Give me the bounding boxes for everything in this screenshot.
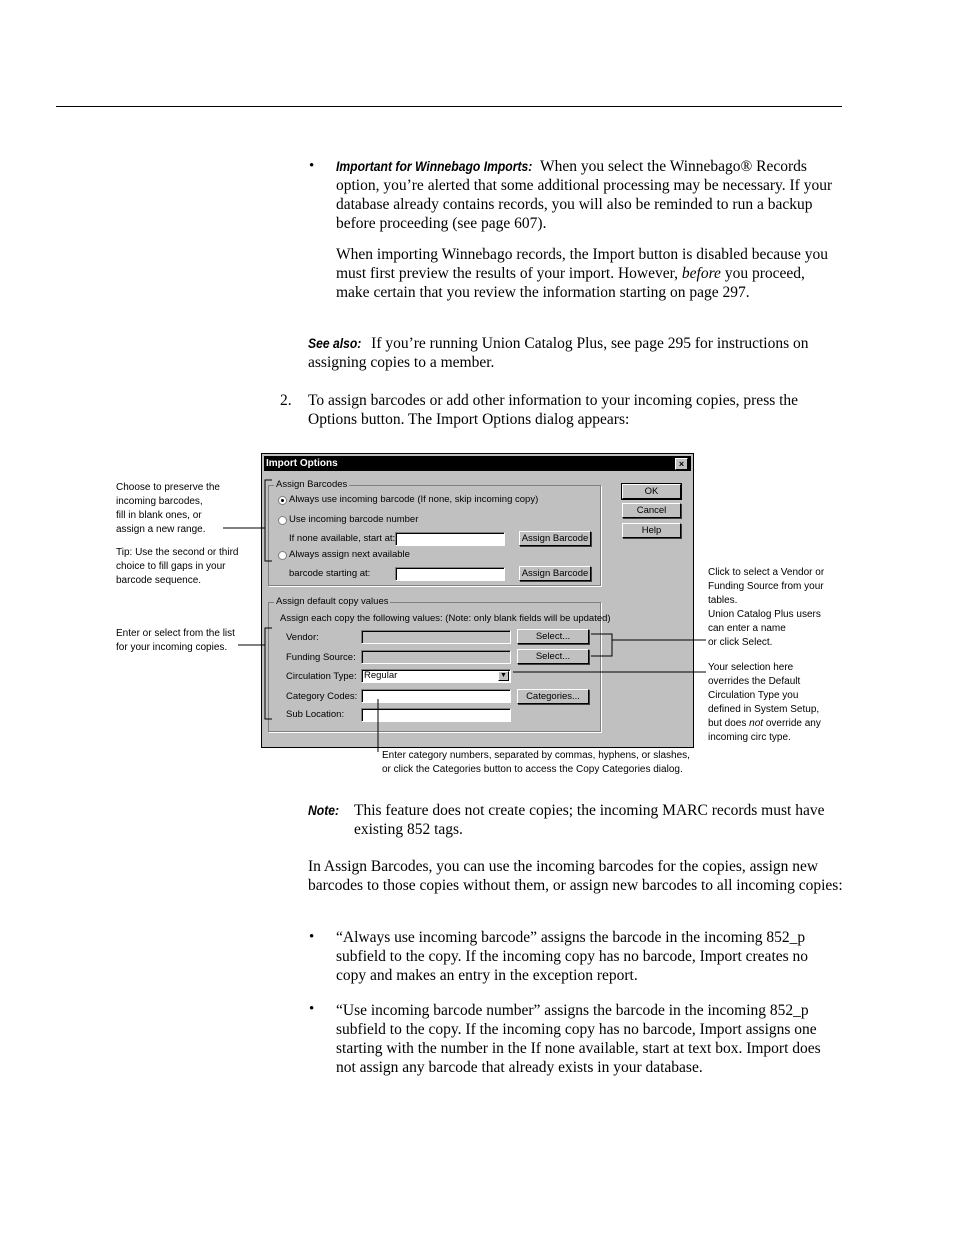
close-icon[interactable]: × — [675, 458, 688, 470]
bracket-barcodes — [265, 480, 272, 561]
callout-vendor-line: Click to select a Vendor or — [708, 567, 825, 578]
callout-tip — [116, 546, 238, 588]
callout-enter-line: Enter or select from the list — [116, 628, 235, 639]
callout-vendor-line: can enter a name — [708, 623, 786, 634]
assign-barcodes-title: Assign Barcodes — [276, 479, 348, 490]
callout-tip-line: Tip: Use the second or third — [116, 547, 239, 558]
bracket-defaults — [265, 628, 272, 719]
defaults-note: Assign each copy the following values: (Note: only blank fields will be updated) — [280, 613, 611, 624]
vendor-select-button[interactable]: Select... — [517, 629, 589, 644]
chevron-down-icon[interactable]: ▼ — [498, 671, 509, 681]
callout-circ-line: Circulation Type you — [708, 690, 799, 701]
winnebago-p2-a: When importing Winnebago records, the Import button is disabled because you must first preview the results of your import. However, — [336, 246, 828, 282]
callout-circ-b1: but does — [708, 718, 747, 729]
step-number: 2. — [280, 392, 292, 409]
callout-circ-line: defined in System Setup, — [708, 704, 820, 715]
callout-circ-b2: override any — [765, 718, 821, 729]
funding-source-label: Funding Source: — [286, 652, 356, 663]
if-none-label: If none available, start at: — [289, 533, 396, 544]
callout-preserve-line: Choose to preserve the — [116, 482, 220, 493]
callout-preserve-line: fill in blank ones, or — [116, 510, 202, 521]
callout-preserve-line: incoming barcodes, — [116, 496, 203, 507]
see-also-heading: See also: — [308, 336, 362, 351]
step-text: To assign barcodes or add other information to your incoming copies, press the Options button. The Import Options dialog appears: — [308, 392, 799, 428]
assign-barcode-button-2[interactable]: Assign Barcode — [519, 566, 591, 581]
circulation-type-value: Regular — [364, 670, 398, 681]
note-text: This feature does not create copies; the incoming MARC records must have existing 852 tags. — [354, 802, 825, 838]
default-copy-values-title: Assign default copy values — [276, 596, 389, 607]
winnebago-p2-b: you proceed, make certain that you review the information starting on page 297. — [336, 265, 805, 301]
callout-circ-line: incoming circ type. — [708, 732, 791, 743]
callout-tip-line: barcode sequence. — [116, 575, 202, 586]
sub-location-label: Sub Location: — [286, 709, 345, 720]
funding-select-button[interactable]: Select... — [517, 649, 589, 664]
vendor-label: Vendor: — [286, 632, 319, 643]
cancel-button[interactable]: Cancel — [622, 503, 681, 518]
callout-category — [382, 749, 690, 777]
callout-enter-select — [116, 627, 235, 655]
see-also-text: If you’re running Union Catalog Plus, see page 295 for instructions on assigning copies to a member. — [308, 335, 809, 371]
winnebago-p2-em: before — [681, 265, 721, 282]
assign-intro: In Assign Barcodes, you can use the incoming barcodes for the copies, assign new barcodes to those copies without them, or assign new barcodes to all incoming copies: — [308, 858, 843, 894]
callout-circ-override — [708, 661, 821, 745]
bullet-always: “Always use incoming barcode” assigns the barcode in the incoming 852_p subfield to the copy. If the incoming copy has no barcode, Import creates no copy and makes an entry in the exception report. — [336, 929, 809, 984]
callout-category-line: or click the Categories button to access the Copy Categories dialog. — [382, 764, 683, 775]
category-codes-label: Category Codes: — [286, 691, 358, 702]
callout-enter-line: for your incoming copies. — [116, 642, 228, 653]
bullet-mark: • — [309, 929, 315, 945]
note-text-block — [350, 801, 844, 839]
dialog-title: Import Options — [266, 458, 338, 469]
callout-circ-line — [708, 717, 821, 731]
ok-button[interactable]: OK — [622, 484, 681, 499]
callout-preserve — [116, 481, 220, 537]
callout-vendor-line: or click Select. — [708, 637, 773, 648]
categories-button[interactable]: Categories... — [517, 689, 589, 704]
winnebago-text: When you select the Winnebago® Records option, you’re alerted that some additional processing may be necessary. If your database already contains records, you will also be reminded to run a backup before proceeding (see page 607). — [336, 158, 833, 232]
note-heading: Note: — [308, 803, 340, 818]
radio-use-incoming-label: Use incoming barcode number — [289, 514, 419, 525]
assign-barcode-button-1[interactable]: Assign Barcode — [519, 531, 591, 546]
radio-assign-next-label: Always assign next available — [289, 549, 410, 560]
bullet-mark: • — [309, 158, 315, 174]
callout-circ-line: Your selection here — [708, 662, 794, 673]
callout-vendor-line: tables. — [708, 595, 738, 606]
callout-tip-line: choice to fill gaps in your — [116, 561, 226, 572]
radio-always-incoming-label: Always use incoming barcode (If none, skip incoming copy) — [289, 494, 539, 505]
callout-circ-em: not — [749, 718, 764, 729]
callout-vendor-line: Union Catalog Plus users — [708, 609, 821, 620]
circulation-type-label: Circulation Type: — [286, 671, 357, 682]
callout-circ-line: overrides the Default — [708, 676, 801, 687]
callout-vendor — [708, 566, 824, 650]
callout-category-line: Enter category numbers, separated by commas, hyphens, or slashes, — [382, 750, 690, 761]
winnebago-heading: Important for Winnebago Imports: — [336, 159, 533, 174]
help-button[interactable]: Help — [622, 523, 681, 538]
bullet-use: “Use incoming barcode number” assigns the barcode in the incoming 852_p subfield to the copy. If the incoming copy has no barcode, Import assigns one starting with the number in the If none available, start at text box. Import does not assign any barcode that already exists in your database. — [336, 1002, 821, 1076]
bullet-mark: • — [309, 1001, 315, 1017]
callout-preserve-line: assign a new range. — [116, 524, 206, 535]
bracket-select-buttons — [591, 634, 612, 656]
barcode-start-label: barcode starting at: — [289, 568, 371, 579]
callout-vendor-line: Funding Source from your — [708, 581, 824, 592]
